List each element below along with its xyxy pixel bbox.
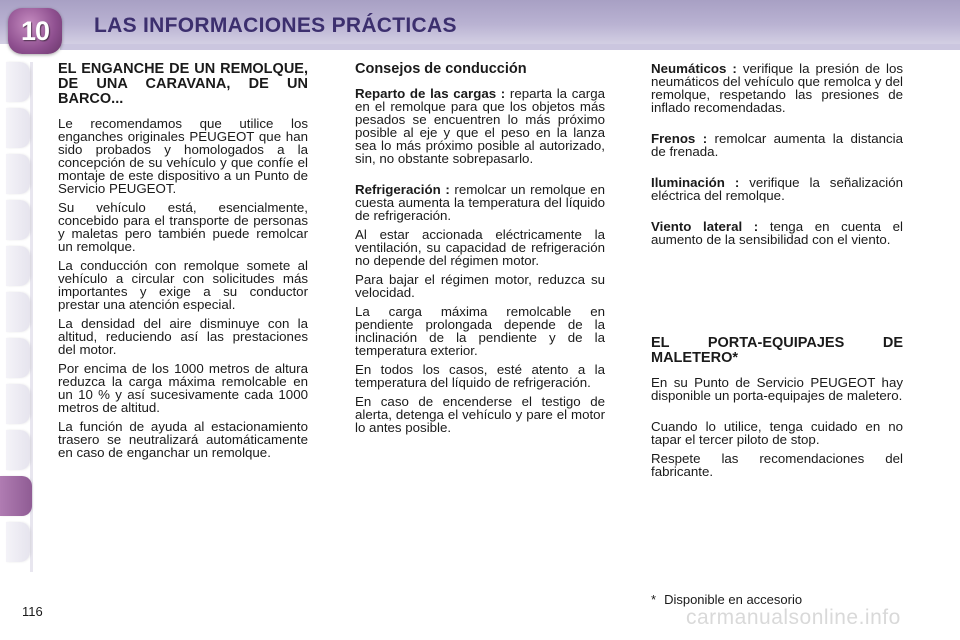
chapter-tab[interactable]: [6, 154, 30, 194]
paragraph: Le recomendamos que utilice los enganches originales PEUGEOT que han sido probados y homologados a la concepción de su vehículo y que confíe el montaje de este dispositivo a un Punto de Servicio PEUGEOT.: [58, 116, 308, 196]
paragraph: Su vehículo está, esencialmente, concebido para el transporte de personas y maletas pero también puede remolcar un remolque.: [58, 200, 308, 254]
chapter-tab[interactable]: [6, 246, 30, 286]
tyres-label: Neumáticos :: [651, 61, 737, 76]
chapter-tab[interactable]: [6, 200, 30, 240]
lighting-label: Iluminación :: [651, 175, 740, 190]
page-number: 116: [22, 604, 43, 619]
paragraph: En caso de encenderse el testigo de alerta, detenga el vehículo y pare el motor lo antes posible.: [355, 394, 605, 435]
load-distribution-label: Reparto de las cargas :: [355, 86, 506, 101]
chapter-tab[interactable]: [6, 108, 30, 148]
paragraph: Cuando lo utilice, tenga cuidado en no tapar el tercer piloto de stop.: [651, 419, 903, 447]
crosswind-label: Viento lateral :: [651, 219, 759, 234]
cooling-label: Refrigeración :: [355, 182, 450, 197]
chapter-tab[interactable]: [6, 384, 30, 424]
brakes-label: Frenos :: [651, 131, 708, 146]
tyres-paragraph: [651, 62, 903, 114]
paragraph: Respete las recomendaciones del fabricante.: [651, 451, 903, 479]
chapter-tab[interactable]: [6, 430, 30, 470]
chapter-tab[interactable]: [6, 292, 30, 332]
crosswind-text: tenga en cuenta el aumento de la sensibilidad con el viento.: [651, 219, 903, 247]
lighting-paragraph: [651, 176, 903, 202]
cooling-text: remolcar un remolque en cuesta aumenta la temperatura del líquido de refrigeración.: [355, 182, 606, 223]
load-distribution-text: reparta la carga en el remolque para que los objetos más pesados se encuentren lo más próximo posible al eje y que el peso en la lanza sea lo más próximo posible al autorizado, sin, no obstante sobrepasarlo.: [355, 86, 606, 166]
crosswind-paragraph: [651, 220, 903, 246]
lighting-text: verifique la señalización eléctrica del remolque.: [651, 175, 903, 203]
watermark: carmanualsonline.info: [686, 606, 901, 629]
header-underline: [60, 44, 960, 50]
footnote-text: Disponible en accesorio: [664, 592, 803, 607]
driving-advice-section: [355, 62, 605, 440]
towing-checks-section: [651, 62, 903, 484]
paragraph: En todos los casos, esté atento a la temperatura del líquido de refrigeración.: [355, 362, 605, 390]
chapter-tab-active[interactable]: [0, 476, 32, 516]
tyres-text: verifique la presión de los neumáticos del vehículo que remolca y del remolque, respetando las presiones de inflado recomendadas.: [651, 61, 904, 115]
chapter-tab[interactable]: [6, 338, 30, 378]
paragraph: Al estar accionada eléctricamente la ventilación, su capacidad de refrigeración no depende del régimen motor.: [355, 227, 605, 268]
roof-carrier-title: EL PORTA-EQUIPAJES DE MALETERO*: [651, 335, 903, 366]
brakes-paragraph: [651, 132, 903, 158]
page-title: LAS INFORMACIONES PRÁCTICAS: [94, 14, 457, 37]
paragraph: La carga máxima remolcable en pendiente prolongada depende de la inclinación de la pendiente y de la temperatura exterior.: [355, 304, 605, 358]
section-title: EL ENGANCHE DE UN REMOLQUE, DE UNA CARAVANA, DE UN BARCO...: [58, 61, 308, 107]
chapter-tab[interactable]: [6, 522, 30, 562]
paragraph: Por encima de los 1000 metros de altura reduzca la carga máxima remolcable en un 10 % y así sucesivamente cada 1000 metros de altitud.: [58, 361, 308, 415]
chapter-badge: 10: [8, 8, 62, 54]
paragraph: En su Punto de Servicio PEUGEOT hay disponible un porta-equipajes de maletero.: [651, 375, 903, 403]
paragraph: La conducción con remolque somete al vehículo a circular con solicitudes más importantes y exige a su conductor prestar una atención especial.: [58, 258, 308, 312]
paragraph: La función de ayuda al estacionamiento trasero se neutralizará automáticamente en caso de enganchar un remolque.: [58, 419, 308, 460]
towing-section: [58, 62, 308, 465]
brakes-text: remolcar aumenta la distancia de frenada.: [651, 131, 903, 159]
section-title: Consejos de conducción: [355, 61, 527, 77]
cooling-paragraph: [355, 183, 605, 222]
load-distribution-paragraph: [355, 87, 605, 165]
paragraph: La densidad del aire disminuye con la altitud, reduciendo así las prestaciones del motor.: [58, 316, 308, 357]
footnote-marker: *: [651, 592, 657, 607]
chapter-tab[interactable]: [6, 62, 30, 102]
footnote: [651, 592, 802, 607]
paragraph: Para bajar el régimen motor, reduzca su velocidad.: [355, 272, 605, 300]
